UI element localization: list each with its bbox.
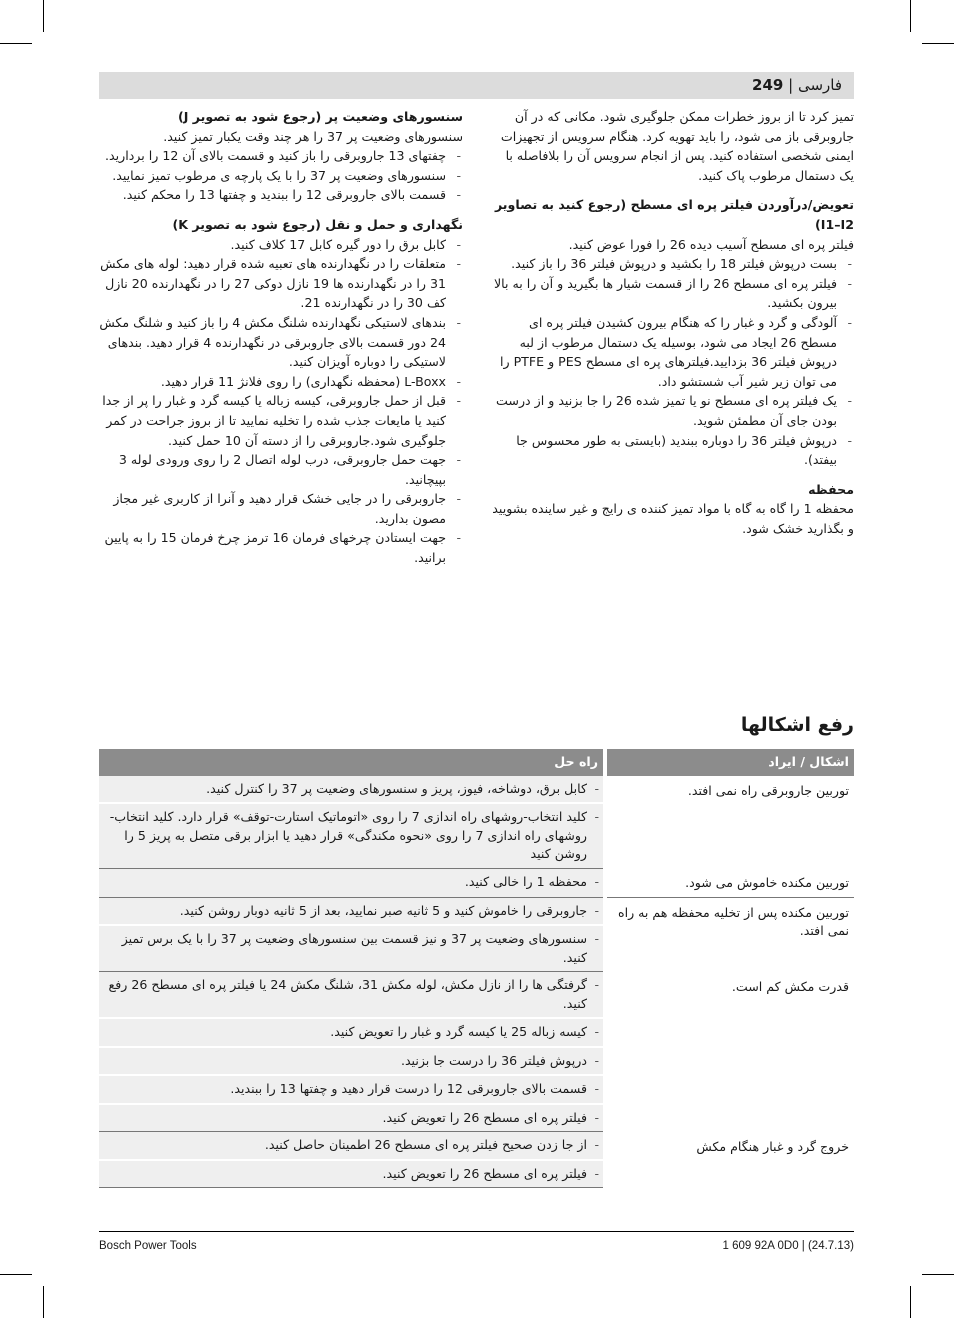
- problem-cell: توربین مکنده خاموش می شود.: [605, 868, 854, 897]
- list-item: - جاروبرقی را در جایی خشک قرار دهید و آنرا از کاربری غیر مجاز مصون بدارید.: [99, 489, 463, 528]
- page-header: [99, 72, 854, 99]
- list-item: - درپوش فیلتر 36 را دوباره ببندید (بایستی به طور محسوس جا بیفتد).: [489, 431, 854, 470]
- left-column: [99, 107, 463, 568]
- filter-heading: تعویض/درآوردن فیلتر پره ای مسطح (رجوع کنید به تصاویر I1–I2): [494, 197, 854, 232]
- table-header-row: [99, 749, 854, 776]
- solution-cell: - کابل برق، دوشاخه، فیوز، پریز و سنسورهای وضعیت پر 37 را کنترل کنید.: [99, 776, 605, 804]
- crop-mark: [43, 0, 44, 32]
- problem-cell: خروج گرد و غبار هنگام مکش: [605, 1132, 854, 1188]
- solution-cell: - فیلتر پره ای مسطح 26 را تعویض کنید.: [99, 1104, 605, 1132]
- crop-mark: [43, 1286, 44, 1318]
- filter-steps-list: [489, 254, 854, 470]
- page-number: 249: [752, 76, 784, 94]
- table-row: [99, 868, 854, 897]
- right-column: [489, 107, 854, 538]
- crop-mark: [922, 43, 954, 44]
- column-header-problem: اشکال / ایراد: [605, 749, 854, 776]
- column-header-solution: راه حل: [99, 749, 605, 776]
- solution-cell: - کلید انتخاب-روشهای راه اندازی 7 را روی «اتوماتیک استارت-توقف» قرار دارد. کلید انتخاب-روشهای راه اندازی 7 را روی «نحوه مکندگی» قرار دهید یا ابزار برقی متصل به پریز 5 را روشن کنید: [99, 803, 605, 868]
- list-item: - چفتهای 13 جاروبرقی را باز کنید و قسمت بالای آن 12 را بردارید.: [99, 146, 463, 166]
- troubleshooting-table: [99, 749, 854, 1188]
- list-item: - بندهای لاستیکی نگهدارنده شلنگ مکش 4 را باز کنید و شلنگ مکش 24 دور قسمت بالای جاروبرقی در نگهدارنده 4 قرار دهید. بندهای لاستیکی را دوباره آویزان کنید.: [99, 313, 463, 372]
- problem-cell: قدرت مکش کم است.: [605, 972, 854, 1132]
- footer-divider: [99, 1231, 854, 1232]
- crop-mark: [0, 1274, 32, 1275]
- header-language: فارسی: [797, 76, 842, 94]
- sensor-steps-list: [99, 146, 463, 205]
- solution-cell: - سنسورهای وضعیت پر 37 و نیز قسمت بین سنسورهای وضعیت پر 37 را با یک برس تمیز کنید.: [99, 925, 605, 972]
- storage-heading: نگهداری و حمل و نقل (رجوع شود به تصویر K): [172, 216, 463, 232]
- list-item: - آلودگی و گرد و غبار را که هنگام بیرون کشیدن فیلتر پره ای مسطح 26 ایجاد می شود، بوسیله یک دستمال مرطوب از لبه درپوش فیلتر 36 بزدایید.فیلترهای پره ای مسطح PES و PTFE را می توان زیر شیر آب شستشو داد.: [489, 313, 854, 391]
- list-item: - قبل از حمل جاروبرقی، کیسه زباله یا کیسه گرد و غبار را پر از جدا کنید یا مایعات جذب شده را تخلیه نمایید تا از بروز جراحت در کمر جلوگیری شود.جاروبرقی را از دسته آن 10 حمل کنید.: [99, 391, 463, 450]
- container-heading: محفظه: [808, 481, 854, 497]
- list-item: - متعلقات را در نگهدارنده های تعبیه شده قرار دهید: لوله های مکش 31 را در نگهدارنده ها 19 نازل دوکی 27 را در نگهدارنده 20 نازل کف 30 را در نگهدارنده 21.: [99, 254, 463, 313]
- footer-brand: Bosch Power Tools: [99, 1240, 197, 1252]
- list-item: - کابل برق را دور گیره کابل 17 کلاف کنید.: [99, 235, 463, 255]
- list-item: - بست درپوش فیلتر 18 را بکشید و درپوش فیلتر 36 را باز کنید.: [489, 254, 854, 274]
- container-text: محفظه 1 را گاه به گاه با مواد تمیز کننده ی رایج و غیر ساینده بشویید و بگذارید خشک شود.: [492, 501, 854, 536]
- solution-cell: - جاروبرقی را خاموش کنید و 5 ثانیه صبر نمایید، بعد از 5 ثانیه دوبار روشن کنید.: [99, 897, 605, 925]
- table-row: [99, 897, 854, 925]
- solution-cell: - درپوش فیلتر 36 را درست جا بزنید.: [99, 1047, 605, 1076]
- solution-cell: - قسمت بالای جاروبرقی 12 را درست قرار دهید و چفتها 13 را ببندید.: [99, 1075, 605, 1104]
- crop-mark: [910, 0, 911, 32]
- intro-paragraph: تمیز کرد تا از بروز خطرات ممکن جلوگیری شود. مکانی که در آن جاروبرقی باز می شود، را باید تهویه کرد. هنگام سرویس از تجهیزات ایمنی شخصی استفاده کنید. پس از انجام سرویس آن را بلافاصله با یک دستمال مرطوب پاک کنید.: [500, 109, 854, 183]
- table-row: [99, 1132, 854, 1160]
- troubleshooting-title: رفع اشکالها: [740, 714, 854, 736]
- list-item: - فیلتر پره ای مسطح 26 را از قسمت شیار ها بگیرید و آن را به بالا بیرون بکشید.: [489, 274, 854, 313]
- footer-doc-id: 1 609 92A 0D0 | (24.7.13): [722, 1240, 854, 1252]
- table-row: [99, 972, 854, 1019]
- crop-mark: [922, 1274, 954, 1275]
- problem-cell: توربین جاروبرقی راه نمی افتد.: [605, 776, 854, 869]
- solution-cell: - محفظه 1 را خالی کنید.: [99, 868, 605, 897]
- solution-cell: - فیلتر پره ای مسطح 26 را تعویض کنید.: [99, 1160, 605, 1188]
- list-item: - یک فیلتر پره ای مسطح نو یا تمیز شده 26 را جا بزنید و از درست بودن جای آن مطمئن شوید.: [489, 391, 854, 430]
- list-item: - L-Boxx (محفظه نگهداری) را روی فلانژ 11 قرار دهید.: [99, 372, 463, 392]
- sensor-heading: سنسورهای وضعیت پر (رجوع شود به تصویر J): [177, 109, 463, 124]
- list-item: - سنسورهای وضعیت پر 37 را با یک پارچه ی مرطوب تمیز نمایید.: [99, 166, 463, 186]
- solution-cell: - کیسه زباله 25 یا کیسه گرد و غبار را تعویض کنید.: [99, 1018, 605, 1047]
- header-text: فارسی | 249: [752, 76, 842, 94]
- list-item: - جهت ایستادن چرخهای فرمان 16 ترمز چرخ فرمان 15 را به پایین برانید.: [99, 528, 463, 567]
- list-item: - قسمت بالای جاروبرقی 12 را ببندید و چفتها 13 را محکم کنید.: [99, 185, 463, 205]
- list-item: - جهت حمل جاروبرقی، درب لوله اتصال 2 را روی ورودی لوله 3 بپیچانید.: [99, 450, 463, 489]
- table-row: [99, 776, 854, 804]
- sensor-intro: سنسورهای وضعیت پر 37 را هر چند وقت یکبار تمیز کنید.: [163, 128, 463, 144]
- solution-cell: - گرفتگی ها را از نازل مکش، لوله مکش 31، شلنگ مکش 24 یا فیلتر پره ای مسطح 26 رفع کنید.: [99, 972, 605, 1019]
- crop-mark: [910, 1286, 911, 1318]
- filter-intro: فیلتر پره ای مسطح آسیب دیده 26 را فورا عوض کنید.: [568, 236, 854, 252]
- problem-cell: توربین مکنده پس از تخلیه محفظه هم به راه نمی افتد.: [605, 897, 854, 972]
- storage-steps-list: [99, 235, 463, 568]
- crop-mark: [0, 43, 32, 44]
- solution-cell: - از جا زدن صحیح فیلتر پره ای مسطح 26 اطمینان حاصل کنید.: [99, 1132, 605, 1160]
